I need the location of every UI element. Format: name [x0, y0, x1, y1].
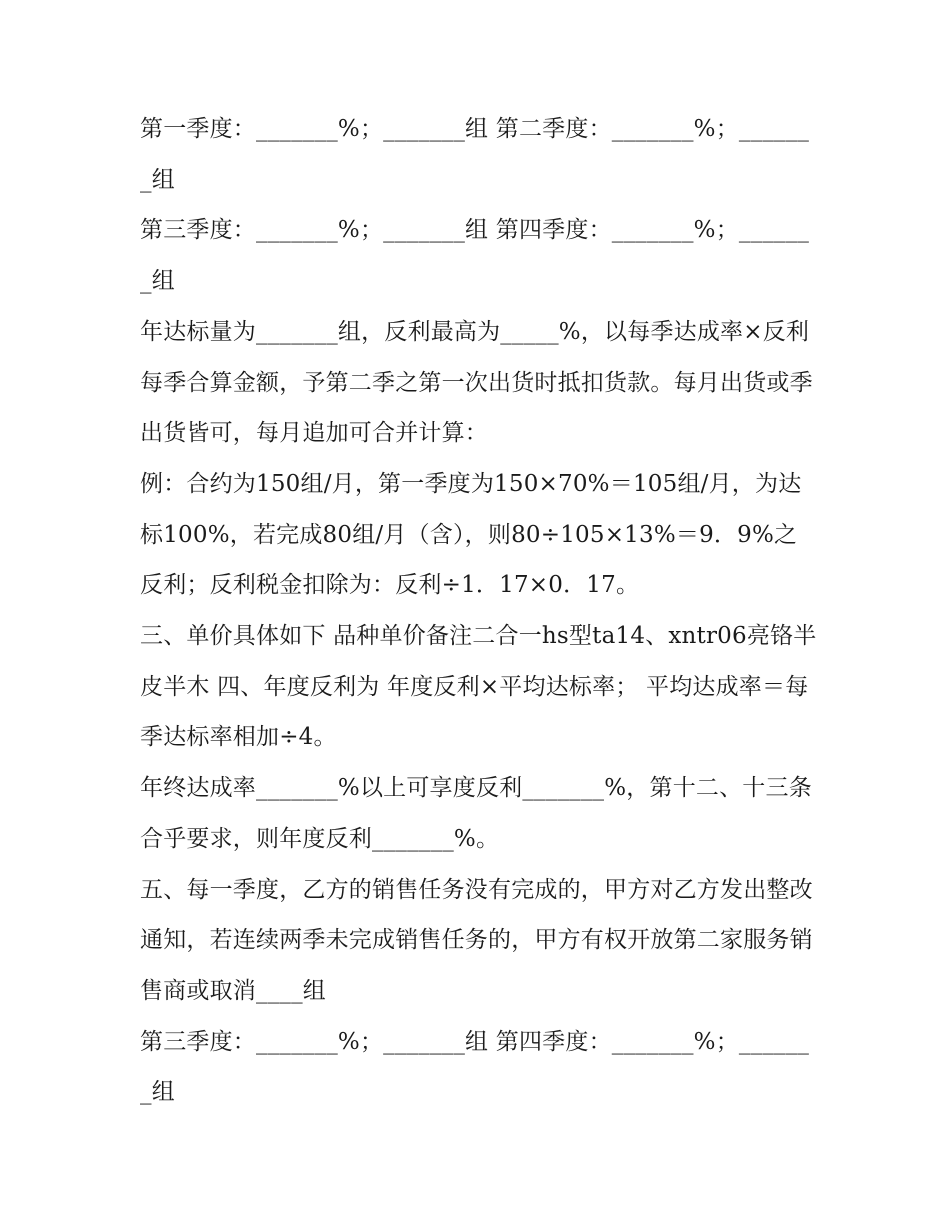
paragraph-quarterly-task: 五、每一季度，乙方的销售任务没有完成的，甲方对乙方发出整改通知，若连续两季未完成销售任务的，甲方有权开放第二家服务销售商或取消____组 — [140, 876, 813, 1004]
paragraph-example: 例：合约为150组/月，第一季度为150×70%＝105组/月，为达标100%，若完成80组/月（含），则80÷105×13%＝9．9%之反利；反利税金扣除为：反利÷1．17×0．17。 — [140, 470, 802, 599]
paragraph-year-end-rate: 年终达成率_______%以上可享度反利_______%，第十二、十三条合乎要求，则年度反利_______%。 — [140, 775, 812, 852]
paragraph-q1-q2-targets: 第一季度：_______%；_______组 第二季度：_______%；_______组 — [140, 116, 810, 193]
paragraph-q3-q4-repeat: 第三季度：_______%；_______组 第四季度：_______%；_______组 — [140, 1028, 810, 1106]
paragraph-q3-q4-targets: 第三季度：_______%；_______组 第四季度：_______%；_______组 — [140, 217, 810, 295]
document-body — [140, 104, 820, 1118]
paragraph-unit-price: 三、单价具体如下 品种单价备注二合一hs型ta14、xntr06亮铬半皮半木 四、年度反利为 年度反利×平均达标率； 平均达成率＝每季达标率相加÷4。 — [140, 623, 817, 751]
paragraph-annual-target: 年达标量为_______组，反利最高为_____%，以每季达成率×反利每季合算金额，予第二季之第一次出货时抵扣货款。每月出货或季出货皆可，每月追加可合并计算： — [140, 318, 813, 447]
